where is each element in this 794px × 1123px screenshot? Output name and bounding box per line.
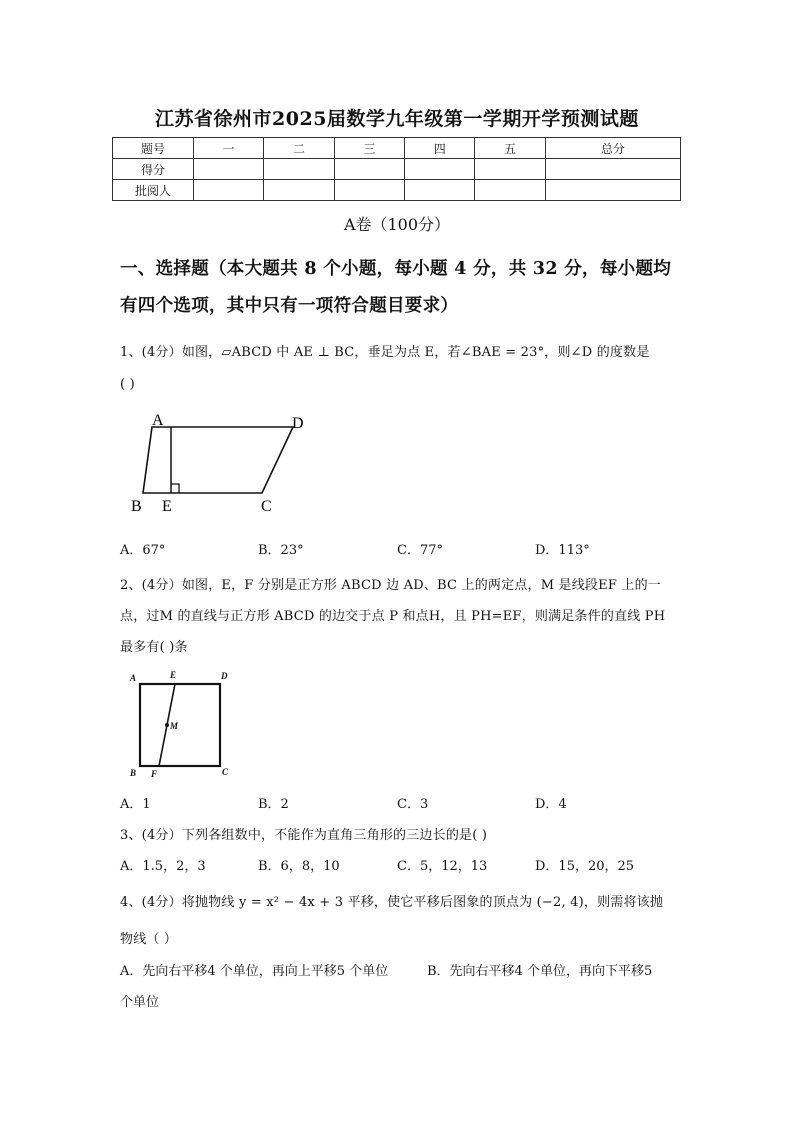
score-table xyxy=(112,137,681,201)
point-label-e: E xyxy=(170,670,177,680)
q2-option-d[interactable]: D．4 xyxy=(535,797,567,812)
point-m xyxy=(165,723,169,727)
point-label-a: A xyxy=(130,673,137,683)
square-shape xyxy=(140,684,220,766)
q4-text-line2: 物线（ ） xyxy=(120,932,178,947)
q2-option-c[interactable]: C．3 xyxy=(397,797,429,812)
score-header-cell: 五 xyxy=(475,138,545,159)
q1-option-d[interactable]: D．113° xyxy=(535,543,590,558)
score-header-cell: 一 xyxy=(194,138,264,159)
score-header-cell: 三 xyxy=(334,138,404,159)
q1-parallelogram-figure xyxy=(120,405,320,520)
point-label-d: D xyxy=(221,671,228,681)
right-angle-mark xyxy=(171,484,179,493)
q1-text-line2: ( ) xyxy=(120,377,135,392)
score-cell xyxy=(475,159,545,180)
point-label-c: C xyxy=(261,498,272,515)
score-cell xyxy=(545,159,680,180)
score-table-row xyxy=(113,180,681,201)
point-label-b: B xyxy=(130,768,137,778)
q3-option-a[interactable]: A．1.5，2，3 xyxy=(120,859,206,874)
score-cell xyxy=(334,159,404,180)
score-row-label: 批阅人 xyxy=(113,180,194,201)
q4-option-b[interactable]: B．先向右平移4 个单位，再向下平移5 xyxy=(427,964,653,979)
point-label-m: M xyxy=(170,721,179,731)
page-title: 江苏省徐州市2025届数学九年级第一学期开学预测试题 xyxy=(155,108,639,130)
score-table-row xyxy=(113,159,681,180)
point-label-a: A xyxy=(152,412,164,429)
part1-heading-line2: 有四个选项，其中只有一项符合题目要求） xyxy=(120,296,459,316)
score-table-header-row xyxy=(113,138,681,159)
score-cell xyxy=(264,159,334,180)
score-cell xyxy=(194,159,264,180)
q2-text-line3: 最多有( )条 xyxy=(120,640,188,655)
q2-text-line2: 点，过M 的直线与正方形 ABCD 的边交于点 P 和点H，且 PH=EF，则满足条件的直线 PH xyxy=(120,609,666,624)
score-cell xyxy=(334,180,404,201)
score-cell xyxy=(405,159,475,180)
score-header-cell: 二 xyxy=(264,138,334,159)
q4-text-line1: 4、(4分）将抛物线 y = x² − 4x + 3 平移，使它平移后图象的顶点为 (−2, 4)，则需将该抛 xyxy=(120,895,664,910)
score-header-cell: 题号 xyxy=(113,138,194,159)
q4-option-a[interactable]: A．先向右平移4 个单位，再向上平移5 个单位 xyxy=(120,964,389,979)
point-label-d: D xyxy=(292,415,304,432)
q1-text-line1: 1、(4分）如图，▱ABCD 中 AE ⊥ BC，垂足为点 E，若∠BAE = 23°，则∠D 的度数是 xyxy=(120,345,650,360)
q3-option-d[interactable]: D．15，20，25 xyxy=(535,859,635,874)
q2-text-line1: 2、(4分）如图，E，F 分别是正方形 ABCD 边 AD、BC 上的两定点，M 是线段EF 上的一 xyxy=(120,578,661,593)
score-cell xyxy=(264,180,334,201)
point-label-e: E xyxy=(162,498,172,515)
score-header-cell: 总分 xyxy=(545,138,680,159)
score-cell xyxy=(194,180,264,201)
point-label-c: C xyxy=(222,767,229,777)
q1-option-b[interactable]: B．23° xyxy=(258,543,304,558)
part1-heading-line1: 一、选择题（本大题共 8 个小题，每小题 4 分，共 32 分，每小题均 xyxy=(120,259,672,279)
q4-option-b-continued[interactable]: 个单位 xyxy=(120,995,160,1010)
q3-text-line1: 3、(4分）下列各组数中，不能作为直角三角形的三边长的是( ) xyxy=(120,828,488,843)
q2-square-figure xyxy=(120,667,245,782)
score-cell xyxy=(405,180,475,201)
q1-option-a[interactable]: A．67° xyxy=(120,543,166,558)
q2-option-b[interactable]: B．2 xyxy=(258,797,289,812)
score-header-cell: 四 xyxy=(405,138,475,159)
score-cell xyxy=(475,180,545,201)
q1-option-c[interactable]: C．77° xyxy=(397,543,443,558)
score-cell xyxy=(545,180,680,201)
section-a-heading: A卷（100分） xyxy=(343,215,451,234)
parallelogram-shape xyxy=(143,427,293,493)
point-label-b: B xyxy=(131,498,142,515)
score-row-label: 得分 xyxy=(113,159,194,180)
q3-option-c[interactable]: C．5，12，13 xyxy=(397,859,488,874)
q2-option-a[interactable]: A．1 xyxy=(120,797,151,812)
point-label-f: F xyxy=(151,769,158,779)
q3-option-b[interactable]: B．6，8，10 xyxy=(258,859,340,874)
